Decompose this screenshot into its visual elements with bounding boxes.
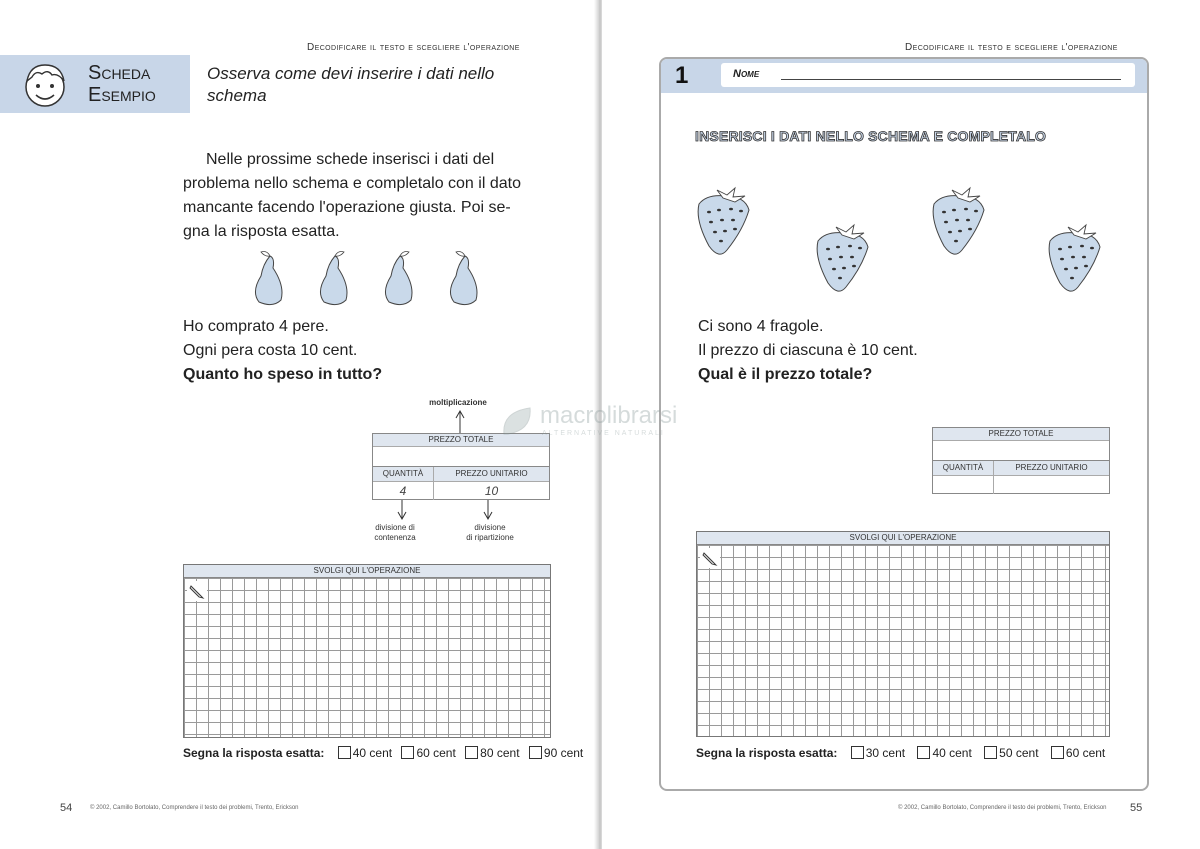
- sheet-number: 1: [675, 62, 689, 89]
- problem-text: Ci sono 4 fragole. Il prezzo di ciascuna è 10 cent. Qual è il prezzo totale?: [698, 318, 918, 383]
- unit-value: 10: [484, 484, 499, 498]
- answer-checkbox[interactable]: [529, 746, 542, 759]
- scheda-esempio-badge: [0, 55, 190, 113]
- answer-checkbox[interactable]: [984, 746, 997, 759]
- watermark-brand: macrolibrarsi: [540, 402, 678, 429]
- grid-title: SVOLGI QUI L'OPERAZIONE: [184, 565, 550, 578]
- pencil-icon: [700, 548, 720, 568]
- unit-note: divisione di ripartizione: [466, 523, 514, 542]
- watermark-tagline: ALTERNATIVE NATURALI: [542, 430, 665, 437]
- grid-title: SVOLGI QUI L'OPERAZIONE: [697, 532, 1109, 545]
- example-schema: [372, 433, 550, 500]
- qty-cell[interactable]: [933, 476, 994, 494]
- answer-row: Segna la risposta esatta: 40 cent 60 cent 80 cent 90 cent: [183, 746, 584, 760]
- page-number: 54: [60, 802, 73, 814]
- name-label: Nome: [733, 68, 760, 80]
- pears-illustration: [245, 248, 490, 308]
- unit-header: PREZZO UNITARIO: [1015, 463, 1088, 472]
- empty-schema: [932, 427, 1110, 494]
- right-page: [602, 0, 1200, 849]
- operation-grid[interactable]: [183, 564, 551, 738]
- answer-checkbox[interactable]: [1051, 746, 1064, 759]
- qty-note: divisione di contenenza: [374, 523, 416, 542]
- child-face-icon: [18, 59, 72, 111]
- answer-checkbox[interactable]: [851, 746, 864, 759]
- qty-header: QUANTITÀ: [373, 467, 434, 481]
- unit-header: PREZZO UNITARIO: [455, 469, 528, 478]
- moltiplicazione-label: moltiplicazione: [429, 398, 487, 407]
- qty-value: 4: [373, 482, 434, 500]
- copyright: © 2002, Camillo Bortolato, Comprendere il testo dei problemi, Trento, Erickson: [90, 805, 299, 811]
- qty-header: QUANTITÀ: [933, 461, 994, 475]
- name-field-box: [721, 63, 1135, 87]
- copyright: © 2002, Camillo Bortolato, Comprendere il testo dei problemi, Trento, Erickson: [898, 805, 1107, 811]
- unit-cell[interactable]: [994, 476, 1109, 494]
- answer-checkbox[interactable]: [465, 746, 478, 759]
- left-page: [0, 0, 598, 849]
- answer-checkbox[interactable]: [338, 746, 351, 759]
- badge-title: Scheda Esempio: [88, 62, 156, 106]
- name-input-line[interactable]: [781, 79, 1121, 80]
- total-header: PREZZO TOTALE: [933, 428, 1109, 441]
- running-head: Decodificare il testo e scegliere l'operazione: [905, 42, 1118, 53]
- page-number: 55: [1130, 802, 1143, 814]
- total-cell: [373, 447, 549, 467]
- operation-grid[interactable]: [696, 531, 1110, 737]
- answer-row: Segna la risposta esatta: 30 cent 40 cent 50 cent 60 cent: [696, 746, 1106, 760]
- running-head: Decodificare il testo e scegliere l'operazione: [307, 42, 520, 53]
- instruction-text: Osserva come devi inserire i dati nello schema: [207, 64, 495, 105]
- intro-paragraph: Nelle prossime schede inserisci i dati del problema nello schema e completalo con il dato mancante facendo l'operazione giusta. Poi se- gna la risposta esatta.: [183, 151, 521, 240]
- problem-text: Ho comprato 4 pere. Ogni pera costa 10 cent. Quanto ho speso in tutto?: [183, 318, 383, 383]
- total-cell[interactable]: [933, 441, 1109, 461]
- worksheet-heading: INSERISCI I DATI NELLO SCHEMA E COMPLETALO: [695, 128, 1047, 144]
- answer-checkbox[interactable]: [917, 746, 930, 759]
- pencil-icon: [187, 581, 207, 601]
- answer-checkbox[interactable]: [401, 746, 414, 759]
- total-header: PREZZO TOTALE: [373, 434, 549, 447]
- strawberries-illustration: [692, 185, 1112, 300]
